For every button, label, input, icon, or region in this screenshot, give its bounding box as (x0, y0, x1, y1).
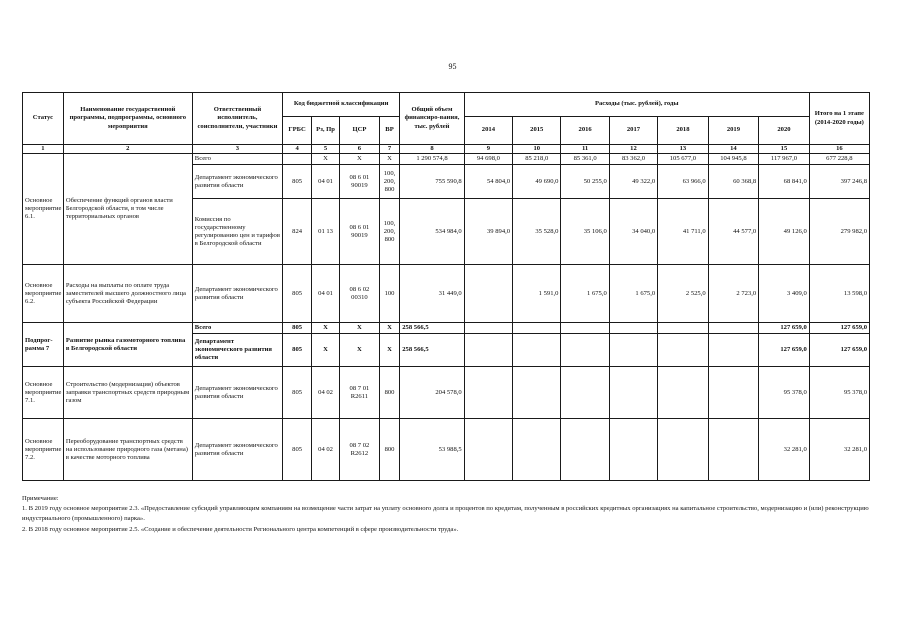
row-grbs: 824 (283, 199, 312, 265)
row-2014: 94 698,0 (464, 154, 512, 165)
row-2019: 2 723,0 (708, 265, 759, 323)
row-2014: 54 804,0 (464, 165, 512, 199)
column-number: 16 (809, 145, 869, 154)
header-vr: ВР (379, 117, 399, 145)
row-2018 (658, 419, 709, 481)
header-year-2020: 2020 (759, 117, 810, 145)
row-name: Переоборудование транспортных средств на использование природного газа (метана) в качестве моторного топлива (63, 419, 192, 481)
row-2020: 32 281,0 (759, 419, 810, 481)
header-expenses: Расходы (тыс. рублей), годы (464, 93, 809, 117)
column-number: 8 (400, 145, 464, 154)
column-number: 11 (561, 145, 609, 154)
row-grbs (283, 154, 312, 165)
notes-title: Примечание: (22, 495, 59, 502)
row-2017: 49 322,0 (609, 165, 657, 199)
row-status: Основное мероприятие 7.1. (23, 367, 64, 419)
row-2014 (464, 265, 512, 323)
row-csr: X (340, 323, 380, 334)
column-number: 2 (63, 145, 192, 154)
row-2019 (708, 334, 759, 367)
row-executor: Департамент экономического развития области (192, 334, 282, 367)
row-stage-total: 13 598,0 (809, 265, 869, 323)
table-row (23, 265, 870, 323)
table-row (23, 323, 870, 334)
row-name: Строительство (модернизация) объектов заправки транспортных средств природным газом (63, 367, 192, 419)
row-2020: 95 378,0 (759, 367, 810, 419)
row-2020: 127 659,0 (759, 334, 810, 367)
column-number: 5 (312, 145, 340, 154)
row-2014: 39 894,0 (464, 199, 512, 265)
row-2019 (708, 323, 759, 334)
row-2016: 35 106,0 (561, 199, 609, 265)
row-2019: 44 577,0 (708, 199, 759, 265)
column-number: 14 (708, 145, 759, 154)
row-status: Основное мероприятие 6.1. (23, 154, 64, 265)
row-csr: 08 6 02 00310 (340, 265, 380, 323)
row-csr: 08 7 02 R2612 (340, 419, 380, 481)
row-vr: 800 (379, 367, 399, 419)
row-2016 (561, 419, 609, 481)
row-2019 (708, 367, 759, 419)
row-name: Обеспечение функций органов власти Белгородской области, в том числе территориальных органов (63, 154, 192, 265)
row-2016 (561, 367, 609, 419)
row-vr: 100 (379, 265, 399, 323)
row-2019: 60 368,8 (708, 165, 759, 199)
row-executor: Комиссия по государственному регулированию цен и тарифов в Белгородской области (192, 199, 282, 265)
note-item: 2. В 2018 году основное мероприятие 2.5. «Создание и обеспечение деятельности Регионального центра компетенций в сфере производительности труда». (22, 525, 459, 533)
row-rz: 04 02 (312, 367, 340, 419)
row-stage-total: 397 246,8 (809, 165, 869, 199)
row-2020: 68 841,0 (759, 165, 810, 199)
header-csr: ЦСР (340, 117, 380, 145)
row-rz: X (312, 334, 340, 367)
column-number: 10 (513, 145, 561, 154)
table-row (23, 367, 870, 419)
table-row (23, 419, 870, 481)
header-year-2014: 2014 (464, 117, 512, 145)
row-2015 (513, 419, 561, 481)
table-row (23, 154, 870, 165)
header-year-2018: 2018 (658, 117, 709, 145)
row-executor: Департамент экономического развития области (192, 165, 282, 199)
row-total: 258 566,5 (400, 323, 464, 334)
row-2014 (464, 367, 512, 419)
row-2016: 50 255,0 (561, 165, 609, 199)
column-number: 13 (658, 145, 709, 154)
row-total: 755 590,8 (400, 165, 464, 199)
column-number: 12 (609, 145, 657, 154)
row-grbs: 805 (283, 419, 312, 481)
page-number: 95 (448, 62, 457, 71)
row-2014 (464, 419, 512, 481)
row-status: Основное мероприятие 6.2. (23, 265, 64, 323)
row-executor: Департамент экономического развития области (192, 419, 282, 481)
row-stage-total: 279 982,0 (809, 199, 869, 265)
row-2014 (464, 334, 512, 367)
row-2016 (561, 334, 609, 367)
header-year-2019: 2019 (708, 117, 759, 145)
row-grbs: 805 (283, 334, 312, 367)
row-grbs: 805 (283, 323, 312, 334)
row-2017: 1 675,0 (609, 265, 657, 323)
row-2018: 2 525,0 (658, 265, 709, 323)
header-name: Наименование государственной программы, подпрограммы, основного мероприятия (63, 93, 192, 145)
row-rz: X (312, 323, 340, 334)
row-2018: 41 711,0 (658, 199, 709, 265)
row-2015: 1 591,0 (513, 265, 561, 323)
row-2017 (609, 419, 657, 481)
row-2020: 3 409,0 (759, 265, 810, 323)
row-2019 (708, 419, 759, 481)
header-executor: Ответственный исполнитель, соисполнители, участники (192, 93, 282, 145)
row-total: 204 578,0 (400, 367, 464, 419)
row-2017 (609, 367, 657, 419)
row-rz: 04 01 (312, 165, 340, 199)
row-csr: 08 6 01 90019 (340, 199, 380, 265)
row-vr: X (379, 323, 399, 334)
row-2016: 1 675,0 (561, 265, 609, 323)
row-csr: X (340, 154, 380, 165)
header-stage-total: Итого на 1 этапе (2014-2020 годы) (809, 93, 869, 145)
row-total: 258 566,5 (400, 334, 464, 367)
row-vr: 100, 200, 800 (379, 199, 399, 265)
row-2017 (609, 334, 657, 367)
header-budget-code: Код бюджетной классификации (283, 93, 400, 117)
row-stage-total: 127 659,0 (809, 334, 869, 367)
header-status: Статус (23, 93, 64, 145)
row-2017: 83 362,0 (609, 154, 657, 165)
row-vr: 100, 200, 800 (379, 165, 399, 199)
row-executor: Всего (192, 154, 282, 165)
row-stage-total: 677 228,8 (809, 154, 869, 165)
note-item: 1. В 2019 году основное мероприятие 2.3. «Предоставление субсидий управляющим компаниям на возмещение части затрат на уплату основного долга и процентов по кредитам, полученным в российских кредитных организациях на капитальное строительство, модернизацию и (или) реконструкцию индустриального (промышленного) парка». (22, 505, 869, 523)
header-year-2017: 2017 (609, 117, 657, 145)
row-2015 (513, 323, 561, 334)
row-2020: 49 126,0 (759, 199, 810, 265)
row-2015: 49 690,0 (513, 165, 561, 199)
row-2018 (658, 334, 709, 367)
row-name: Развитие рынка газомоторного топлива в Белгородской области (63, 323, 192, 367)
row-2020: 127 659,0 (759, 323, 810, 334)
row-rz: 01 13 (312, 199, 340, 265)
row-rz: X (312, 154, 340, 165)
header-grbs: ГРБС (283, 117, 312, 145)
row-2016 (561, 323, 609, 334)
row-csr: X (340, 334, 380, 367)
row-2014 (464, 323, 512, 334)
row-2019: 104 945,8 (708, 154, 759, 165)
row-2018 (658, 367, 709, 419)
row-2015 (513, 367, 561, 419)
header-rz: Рз, Пр (312, 117, 340, 145)
row-2015: 35 528,0 (513, 199, 561, 265)
row-vr: 800 (379, 419, 399, 481)
column-number: 1 (23, 145, 64, 154)
row-name: Расходы на выплаты по оплате труда заместителей высшего должностного лица субъекта Российской Федерации (63, 265, 192, 323)
column-number: 7 (379, 145, 399, 154)
row-status: Подпрог-рамма 7 (23, 323, 64, 367)
row-2020: 117 967,0 (759, 154, 810, 165)
row-stage-total: 127 659,0 (809, 323, 869, 334)
column-number: 6 (340, 145, 380, 154)
row-total: 1 290 574,8 (400, 154, 464, 165)
row-grbs: 805 (283, 265, 312, 323)
row-2018: 105 677,0 (658, 154, 709, 165)
row-stage-total: 95 378,0 (809, 367, 869, 419)
row-grbs: 805 (283, 165, 312, 199)
budget-table (22, 92, 870, 481)
header-year-2016: 2016 (561, 117, 609, 145)
row-vr: X (379, 334, 399, 367)
row-2015: 85 218,0 (513, 154, 561, 165)
row-2017 (609, 323, 657, 334)
row-total: 534 984,0 (400, 199, 464, 265)
row-2016: 85 361,0 (561, 154, 609, 165)
row-2018: 63 966,0 (658, 165, 709, 199)
notes (22, 494, 870, 535)
row-stage-total: 32 281,0 (809, 419, 869, 481)
row-executor: Департамент экономического развития области (192, 265, 282, 323)
row-total: 31 449,0 (400, 265, 464, 323)
row-total: 53 988,5 (400, 419, 464, 481)
row-vr: X (379, 154, 399, 165)
row-grbs: 805 (283, 367, 312, 419)
row-2018 (658, 323, 709, 334)
row-csr: 08 7 01 R2611 (340, 367, 380, 419)
row-executor: Департамент экономического развития области (192, 367, 282, 419)
column-number: 15 (759, 145, 810, 154)
header-total: Общий объем финансиро-вания, тыс. рублей (400, 93, 464, 145)
row-rz: 04 02 (312, 419, 340, 481)
row-rz: 04 01 (312, 265, 340, 323)
row-executor: Всего (192, 323, 282, 334)
column-number: 4 (283, 145, 312, 154)
row-csr: 08 6 01 90019 (340, 165, 380, 199)
header-year-2015: 2015 (513, 117, 561, 145)
column-number: 3 (192, 145, 282, 154)
row-2017: 34 040,0 (609, 199, 657, 265)
row-2015 (513, 334, 561, 367)
column-number: 9 (464, 145, 512, 154)
row-status: Основное мероприятие 7.2. (23, 419, 64, 481)
